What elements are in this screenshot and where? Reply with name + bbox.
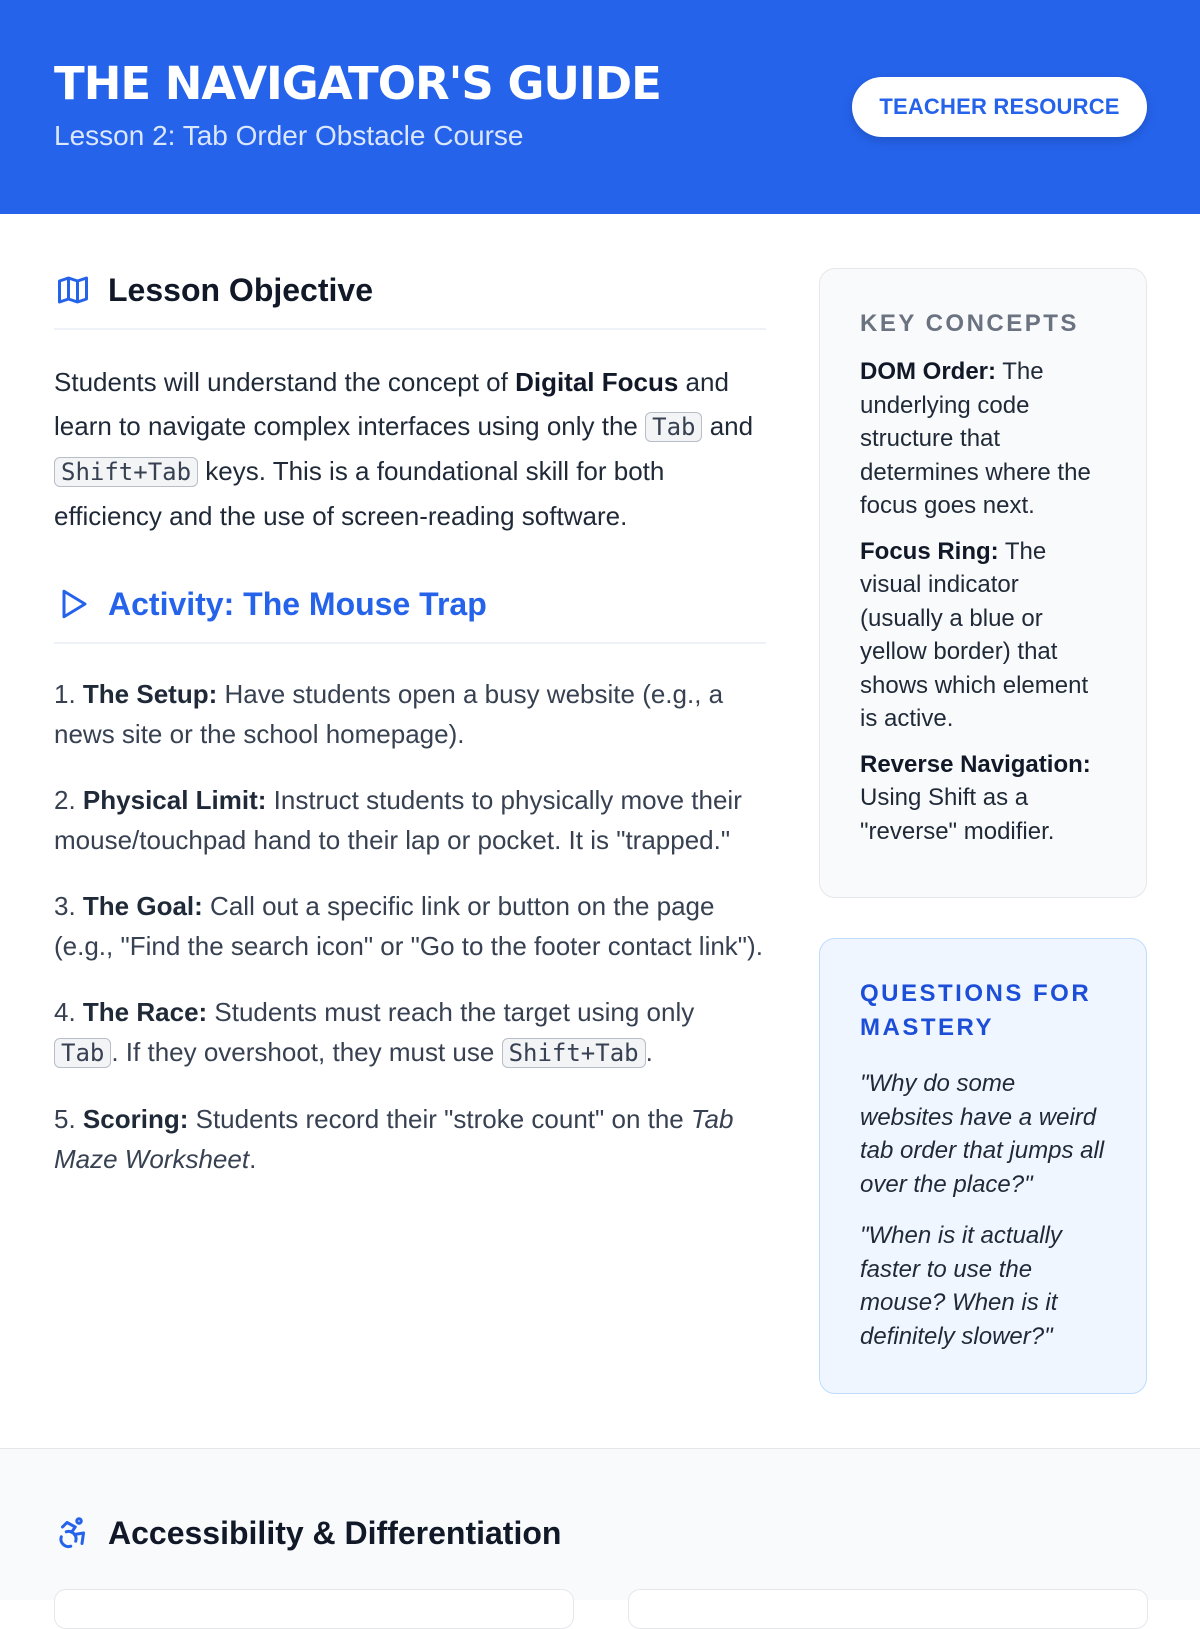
map-icon bbox=[54, 271, 92, 309]
step-label: Physical Limit: bbox=[82, 785, 267, 815]
step-item bbox=[54, 674, 766, 754]
step-label: The Race: bbox=[82, 997, 208, 1027]
main-content bbox=[54, 262, 766, 1205]
step-text: . bbox=[645, 1037, 653, 1067]
tab-key: Tab bbox=[645, 412, 702, 442]
concept-term: DOM Order: bbox=[860, 358, 997, 385]
objective-text-part: and bbox=[702, 411, 754, 441]
objective-heading-row bbox=[54, 262, 766, 318]
accessibility-section bbox=[0, 1448, 1200, 1600]
divider bbox=[54, 642, 766, 644]
step-number: 2. bbox=[54, 785, 83, 815]
objective-text-part: and learn to navigate complex interfaces using only the bbox=[54, 367, 729, 441]
step-text: . bbox=[249, 1144, 257, 1174]
step-number: 3. bbox=[54, 891, 83, 921]
objective-text-part: Students will understand the concept of bbox=[54, 367, 516, 397]
step-text: Have students open a busy website (e.g., a news site or the school homepage). bbox=[54, 679, 724, 749]
step-item bbox=[54, 780, 766, 860]
key-concepts-title: KEY CONCEPTS bbox=[860, 310, 1079, 337]
objective-text-part: keys. This is a foundational skill for both efficiency and the use of screen-reading software. bbox=[54, 456, 665, 531]
play-icon bbox=[54, 585, 92, 623]
key-concepts-card bbox=[819, 268, 1147, 898]
concept-definition: The visual indicator (usually a blue or yellow border) that shows which element is active. bbox=[860, 537, 1089, 732]
step-label: The Goal: bbox=[82, 891, 203, 921]
step-text: . If they overshoot, they must use bbox=[111, 1037, 502, 1067]
accessibility-icon bbox=[54, 1514, 92, 1552]
step-number: 1. bbox=[54, 679, 83, 709]
step-label: The Setup: bbox=[82, 679, 218, 709]
divider bbox=[54, 328, 766, 330]
step-item bbox=[54, 992, 766, 1073]
concept-item bbox=[860, 355, 1106, 523]
concept-definition: The underlying code structure that determines where the focus goes next. bbox=[860, 358, 1091, 519]
activity-section bbox=[54, 576, 766, 1179]
step-number: 4. bbox=[54, 997, 83, 1027]
step-text: Call out a specific link or button on the page (e.g., "Find the search icon" or "Go to the footer contact link"). bbox=[54, 891, 763, 961]
step-label: Scoring: bbox=[82, 1104, 189, 1134]
shift-tab-key: Shift+Tab bbox=[54, 457, 198, 487]
shift-tab-key: Shift+Tab bbox=[502, 1038, 646, 1068]
concept-term: Reverse Navigation: bbox=[860, 750, 1091, 778]
activity-heading: Activity: The Mouse Trap bbox=[108, 585, 487, 622]
objective-text bbox=[54, 360, 766, 538]
step-item bbox=[54, 1099, 766, 1179]
differentiation-card bbox=[54, 1589, 574, 1629]
activity-steps bbox=[54, 674, 766, 1179]
concept-definition: Using Shift as a "reverse" modifier. bbox=[860, 784, 1055, 845]
concept-term: Focus Ring: bbox=[860, 537, 999, 565]
tab-key: Tab bbox=[54, 1038, 111, 1068]
page-title: THE NAVIGATOR'S GUIDE bbox=[54, 57, 661, 110]
accessibility-heading: Accessibility & Differentiation bbox=[108, 1514, 562, 1551]
question-item: "When is it actually faster to use the mouse? When is it definitely slower?" bbox=[860, 1222, 1062, 1350]
step-text: Instruct students to physically move their mouse/touchpad hand to their lap or pocket. It is "trapped." bbox=[54, 785, 742, 855]
digital-focus-term: Digital Focus bbox=[515, 367, 679, 397]
page-subtitle: Lesson 2: Tab Order Obstacle Course bbox=[54, 120, 524, 151]
step-text: Students must reach the target using only bbox=[207, 997, 695, 1027]
step-text: Students record their "stroke count" on the bbox=[188, 1104, 691, 1134]
differentiation-card bbox=[628, 1589, 1148, 1629]
page-header bbox=[0, 0, 1200, 214]
concept-item bbox=[860, 535, 1106, 736]
questions-card bbox=[819, 938, 1147, 1394]
worksheet-title: Tab Maze Worksheet bbox=[54, 1104, 734, 1174]
concept-item bbox=[860, 748, 1106, 849]
step-item bbox=[54, 886, 766, 966]
questions-title: QUESTIONS FOR MASTERY bbox=[860, 980, 1092, 1041]
teacher-resource-badge: TEACHER RESOURCE bbox=[852, 77, 1147, 137]
question-item: "Why do some websites have a weird tab order that jumps all over the place?" bbox=[860, 1070, 1105, 1198]
step-number: 5. bbox=[54, 1104, 83, 1134]
objective-heading: Lesson Objective bbox=[108, 271, 373, 308]
activity-heading-row bbox=[54, 576, 766, 632]
objective-section bbox=[54, 262, 766, 538]
accessibility-heading-row bbox=[54, 1505, 561, 1561]
